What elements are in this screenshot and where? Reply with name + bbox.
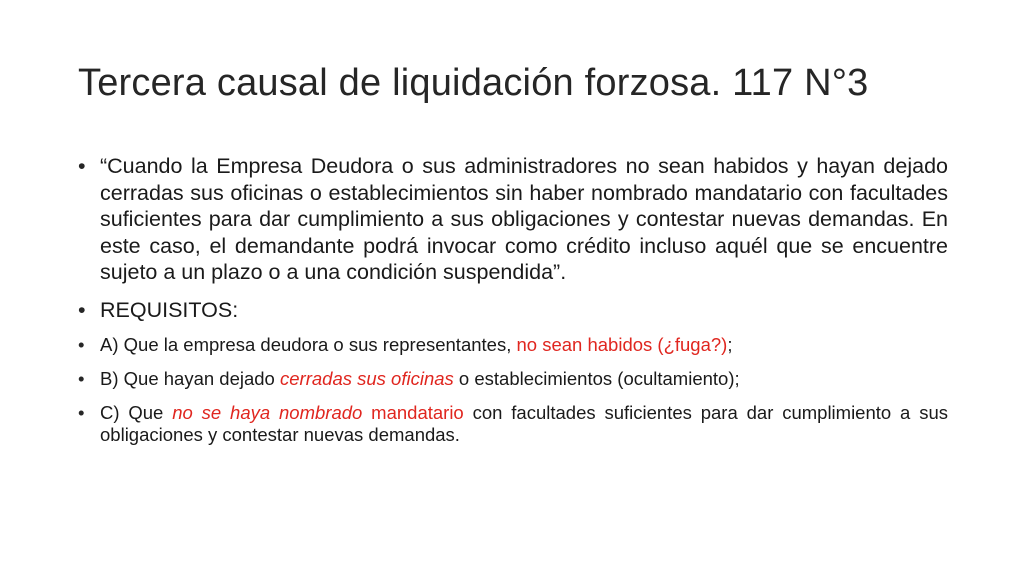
requisito-a-text: A) Que la empresa deudora o sus representantes, <box>100 334 517 355</box>
requisito-b <box>78 368 948 390</box>
requisito-c-text: C) Que <box>100 402 173 423</box>
requisito-b-end: o establecimientos (ocultamiento); <box>453 368 740 389</box>
requisito-c-space <box>362 402 371 423</box>
requisito-c-end: con facultades suficientes para dar cumplimiento a sus obligaciones y contestar nuevas demandas. <box>100 402 948 445</box>
requisito-b-highlight: cerradas sus oficinas <box>280 368 454 389</box>
quote-text: “Cuando la Empresa Deudora o sus administradores no sean habidos y hayan dejado cerradas sus oficinas o establecimientos sin haber nombrado mandatario con facultades suficientes para dar cumplimiento a sus obligaciones y contestar nuevas demandas. En este caso, el demandante podrá invocar como crédito incluso aquél que se encuentre sujeto a un plazo o a una condición suspendida”. <box>100 154 948 284</box>
bullet-icon: • <box>78 368 85 389</box>
requisito-b-text: B) Que hayan dejado <box>100 368 280 389</box>
bullet-icon: • <box>78 297 86 322</box>
requisito-c-highlight: mandatario <box>371 402 464 423</box>
requisitos-heading: REQUISITOS: <box>100 297 239 322</box>
bullet-icon: • <box>78 402 85 423</box>
slide-body <box>78 153 948 458</box>
requisito-c <box>78 402 948 446</box>
requisito-a-highlight: no sean habidos (¿fuga?) <box>516 334 728 355</box>
slide-title: Tercera causal de liquidación forzosa. 117 N°3 <box>78 62 869 104</box>
requisitos-bullet <box>78 297 948 324</box>
requisito-c-highlight-italic: no se haya nombrado <box>172 402 363 423</box>
requisito-a-end: ; <box>727 334 733 355</box>
bullet-icon: • <box>78 154 86 178</box>
bullet-icon: • <box>78 334 85 355</box>
requisito-a <box>78 334 948 356</box>
quote-bullet <box>78 153 948 286</box>
